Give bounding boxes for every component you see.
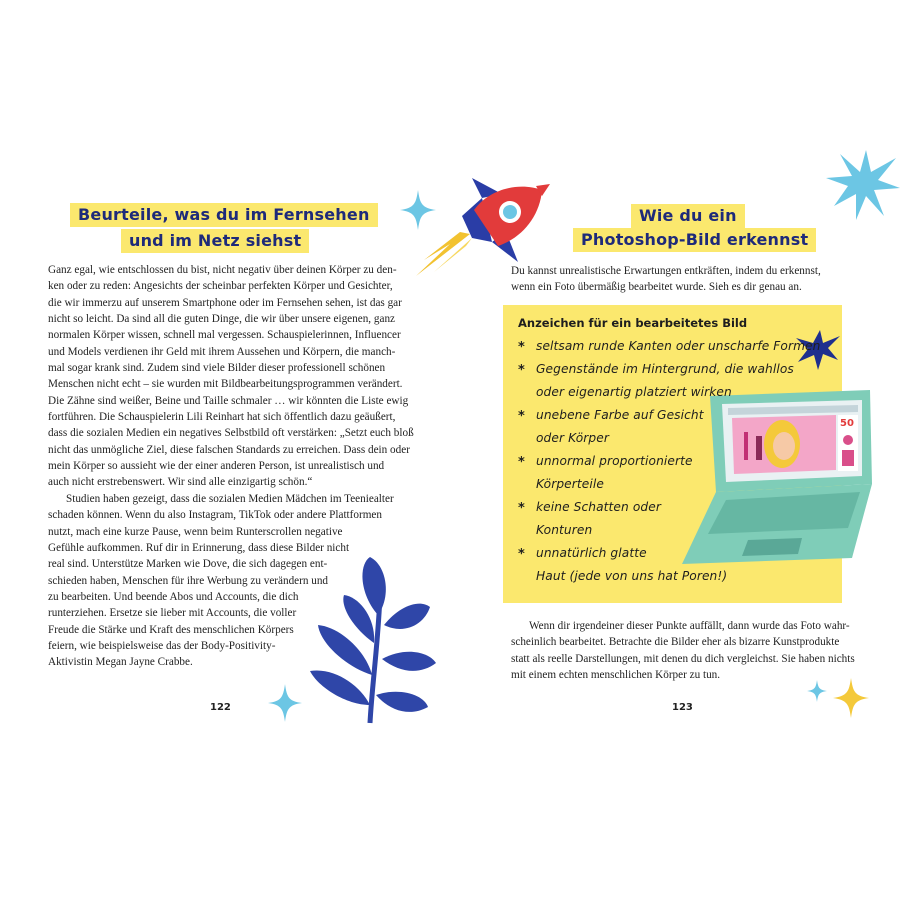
list-item: Konturen — [536, 523, 593, 537]
left-body-paragraph1 — [48, 262, 448, 491]
text-line: Die Zähne sind weißer, Beine und Taille schmaler … wir könnten die Liste ewig — [48, 394, 409, 407]
text-line: schaden können. Wenn du also Instagram, TikTok oder andere Plattformen — [48, 509, 382, 522]
list-item: oder eigenartig platziert wirken — [536, 385, 732, 399]
list-item: Gegenstände im Hintergrund, die wahllos — [536, 362, 794, 376]
left-heading-line2: und im Netz siehst — [121, 229, 309, 253]
page-number-right: 123 — [672, 702, 693, 713]
list-bullet: * — [518, 455, 525, 470]
text-line: runterziehen. Ersetze sie lieber mit Accounts, die voller — [48, 607, 297, 620]
text-line: nicht das unmögliche Ziel, diese falschen Standards zu erreichen. Dass dein oder — [48, 443, 410, 456]
right-heading-line1: Wie du ein — [631, 204, 745, 228]
text-line: mit einem echten menschlichen Körper zu tun. — [511, 669, 721, 682]
list-item: unnormal proportionierte — [536, 454, 693, 468]
text-line: ken oder zu reden: Angesichts der scheinbar perfekten Körper und Gesichter, — [48, 280, 393, 293]
list-item: oder Körper — [536, 431, 609, 445]
text-line: statt als reelle Darstellungen, mit denen du dich vergleichst. Sie haben nichts — [511, 652, 855, 665]
list-item: keine Schatten oder — [536, 500, 661, 514]
text-line: real sind. Unterstütze Marken wie Dove, die sich dagegen ent- — [48, 558, 328, 571]
text-line: feiern, wie beispielsweise das der Body-Positivity- — [48, 640, 276, 653]
left-body-paragraph2 — [48, 491, 394, 671]
text-line: auch nicht erstrebenswert. Wir sind alle einzigartig schön.“ — [48, 476, 313, 489]
list-item: unnatürlich glatte — [536, 546, 647, 560]
text-line: nicht so leicht. Da sind all die guten Dinge, die wir über unsere eigenen, ganz — [48, 313, 396, 326]
text-line: Aktivistin Megan Jayne Crabbe. — [48, 656, 193, 669]
text-line: und Models verdienen ihr Geld mit ihrem Aussehen und Körpern, die manch- — [48, 345, 396, 358]
text-line: Wenn dir irgendeiner dieser Punkte auffällt, dann wurde das Foto wahr- — [529, 620, 850, 632]
left-heading-line1: Beurteile, was du im Fernsehen — [70, 203, 378, 227]
list-item: seltsam runde Kanten oder unscharfe Formen — [536, 339, 821, 353]
text-line: fortführen. Die Schauspielerin Lili Reinhart hat sich öffentlich dazu geäußert, — [48, 411, 396, 424]
list-bullet: * — [518, 363, 525, 378]
text-line: Freude die Stärke und Kraft des menschlichen Körpers — [48, 623, 294, 636]
text-line: Ganz egal, wie entschlossen du bist, nicht negativ über deinen Körper zu den- — [48, 264, 397, 276]
text-line: zu bearbeiten. Und beende Abos und Accounts, die dich — [48, 591, 299, 604]
text-line: Studien haben gezeigt, dass die sozialen Medien Mädchen im Teeniealter — [66, 493, 394, 505]
text-line: die wir immerzu auf unserem Smartphone oder im Fernsehen sehen, ist das gar — [48, 296, 402, 309]
text-line: Gefühle aufkommen. Ruf dir in Erinnerung, dass diese Bilder nicht — [48, 542, 350, 555]
list-item: Haut (jede von uns hat Poren!) — [536, 569, 728, 583]
signs-box-title: Anzeichen für ein bearbeitetes Bild — [518, 316, 748, 330]
text-line: Du kannst unrealistische Erwartungen entkräften, indem du erkennst, — [511, 265, 821, 277]
list-bullet: * — [518, 547, 525, 562]
text-line: nutzt, mach eine kurze Pause, wenn beim Runterscrollen negative — [48, 525, 343, 538]
text-line: mal sogar krank sind. Zudem sind viele Bilder dieser professionell schönen — [48, 362, 386, 375]
sparkle-burst-icon — [826, 150, 900, 220]
right-outro-text — [511, 618, 891, 683]
text-line: schieden haben, Menschen für ihre Werbung zu verändern und — [48, 574, 329, 587]
sparkle-icon — [268, 684, 302, 722]
text-line: wenn ein Foto übermäßig bearbeitet wurde. Sieh es dir genau an. — [511, 281, 802, 294]
laptop-screen-number: 50 — [840, 418, 854, 429]
text-line: mein Körper so aussieht wie der einer anderen Person, ist unrealistisch und — [48, 460, 385, 473]
list-bullet: * — [518, 409, 525, 424]
list-bullet: * — [518, 340, 525, 355]
list-item: Körperteile — [536, 477, 604, 491]
right-intro-text — [511, 263, 891, 296]
list-item: unebene Farbe auf Gesicht — [536, 408, 704, 422]
text-line: Menschen nicht echt – sie wurden mit Bildbearbeitungsprogrammen verändert. — [48, 378, 403, 391]
page-number-left: 122 — [210, 702, 231, 713]
text-line: normalen Körper wissen, schnell mal vergessen. Schauspielerinnen, Influencer — [48, 329, 401, 342]
right-heading-line2: Photoshop-Bild erkennst — [573, 228, 816, 252]
text-line: dass die sozialen Medien ein negatives Selbstbild oft verstärken: „Setzt euch bloß — [48, 427, 414, 440]
list-bullet: * — [518, 501, 525, 516]
text-line: scheinlich bearbeitet. Betrachte die Bilder eher als bizarre Kunstprodukte — [511, 636, 840, 649]
